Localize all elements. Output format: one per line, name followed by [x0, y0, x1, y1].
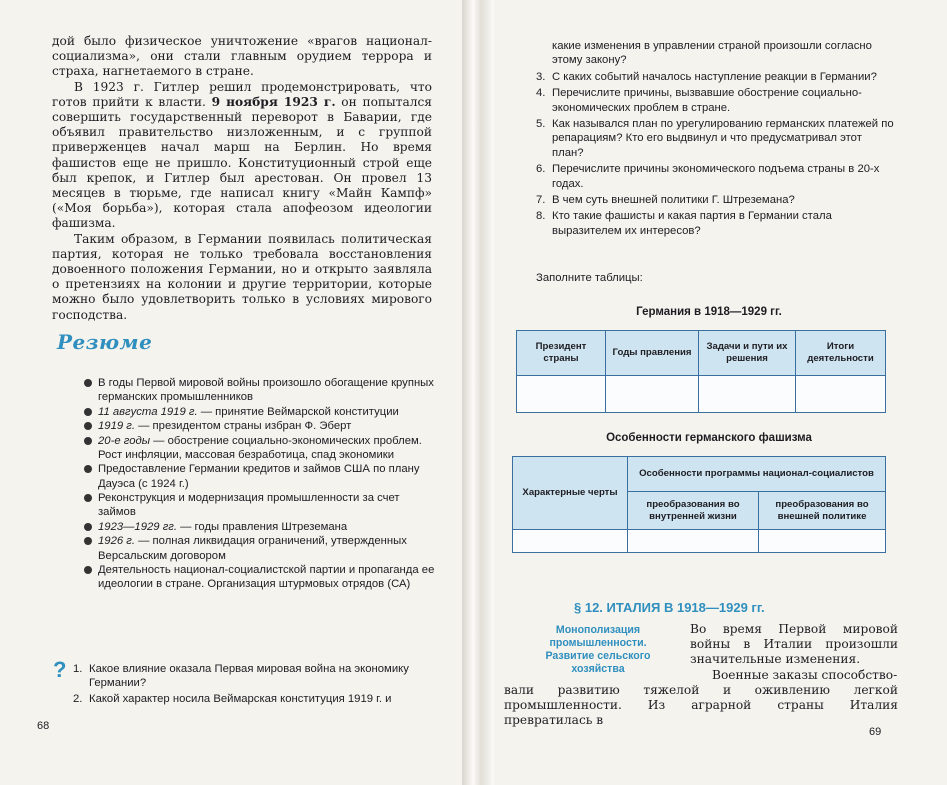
question-item: 8. Кто такие фашисты и какая партия в Германии стала выразителем их интересов? [536, 210, 832, 237]
bullet-icon [84, 494, 92, 502]
paragraph: Военные заказы способство- [712, 667, 898, 682]
list-item: 20-е годы — обострение социально-экономических проблем. Рост инфляции, массовая безработица, спад экономики [84, 434, 436, 462]
list-item: Предоставление Германии кредитов и займов США по плану Дауэса (с 1924 г.) [84, 462, 436, 490]
question-item: 6. Перечислите причины экономического подъема страны в 20-х годах. [536, 163, 880, 190]
question-item: 3. С каких событий началось наступление реакции в Германии? [536, 70, 877, 83]
table-header: Особенности программы национал-социалистов [628, 457, 886, 492]
table-title: Особенности германского фашизма [606, 432, 812, 444]
question-item: 4. Перечислите причины, вызвавшие обострение социально-экономических проблем в стране. [536, 87, 862, 114]
table-header: преобразования во внешней политике [759, 492, 886, 530]
bold-date: 9 ноября 1923 г. [211, 94, 336, 109]
bullet-icon [84, 523, 92, 531]
page-number: 68 [37, 720, 50, 732]
table-cell[interactable] [606, 376, 699, 413]
table-cell[interactable] [759, 530, 886, 553]
section-heading: § 12. ИТАЛИЯ В 1918—1929 гг. [574, 600, 765, 615]
question-item: 5. Как назывался план по урегулированию германских платежей по репарациям? Кто его выдвинул и что предусматривал этот план? [536, 118, 894, 159]
list-item: 1923—1929 гг. — годы правления Штреземана [84, 520, 436, 534]
table-header: Задачи и пути их решения [699, 331, 796, 376]
paragraph: дой было физическое уничтожение «врагов национал-социализма», они стали главным орудием террора и страха, нагнетаемого в стране. [52, 34, 432, 79]
bullet-icon [84, 379, 92, 387]
list-item: 1919 г. — президентом страны избран Ф. Эберт [84, 419, 436, 433]
question-item: 2. Какой характер носила Веймарская конституция 1919 г. и [73, 693, 392, 706]
questions-list [73, 662, 435, 709]
list-item: Деятельность национал-социалистской партии и пропаганда ее идеологии в стране. Организация штурмовых отрядов (СА) [84, 563, 436, 591]
question-item: 1. Какое влияние оказала Первая мировая война на экономику Германии? [73, 663, 409, 690]
bullet-icon [84, 537, 92, 545]
summary-title: Резюме [57, 330, 153, 354]
left-body-text [52, 34, 432, 323]
bullet-icon [84, 437, 92, 445]
right-body-text [690, 622, 898, 683]
list-item: Реконструкция и модернизация промышленности за счет займов [84, 491, 436, 519]
summary-list [84, 376, 436, 592]
bullet-icon [84, 422, 92, 430]
paragraph: В 1923 г. Гитлер решил продемонстрировать, что готов прийти к власти. 9 ноября 1923 г. он попытался совершить государственный переворот в Баварии, где объявил правительство низложенным, и с группой приверженцев начал марш на Берлин. Но время фашистов еще не пришло. Конституционный строй еще был крепок, и Гитлер был арестован. Он провел 13 месяцев в тюрьме, где написал книгу «Майн Кампф» («Моя борьба»), которая стала апофеозом идеологии фашизма. [52, 79, 433, 231]
germany-table [516, 330, 886, 413]
table-header: Итоги деятельности [796, 331, 886, 376]
list-item: 11 августа 1919 г. — принятие Веймарской конституции [84, 405, 436, 419]
paragraph: Во время Первой мировой войны в Италии произошли значительные изменения. [690, 622, 898, 667]
bullet-icon [84, 408, 92, 416]
page-number: 69 [869, 726, 882, 738]
table-header: Характерные черты [513, 457, 628, 530]
table-cell[interactable] [628, 530, 759, 553]
table-cell[interactable] [699, 376, 796, 413]
bullet-icon [84, 465, 92, 473]
left-page [0, 0, 462, 785]
table-cell[interactable] [513, 530, 628, 553]
table-cell[interactable] [796, 376, 886, 413]
list-item: 1926 г. — полная ликвидация ограничений, утвержденных Версальским договором [84, 534, 436, 562]
margin-note: Монополизация промышленности. Развитие сельского хозяйства [545, 624, 651, 675]
table-header: Президент страны [517, 331, 606, 376]
right-body-text-continued [504, 683, 898, 729]
question-item: какие изменения в управлении страной произошли согласно этому закону? [552, 40, 872, 67]
book-spine [462, 0, 494, 785]
table-cell[interactable] [517, 376, 606, 413]
fill-tables-instruction: Заполните таблицы: [536, 272, 643, 284]
paragraph: вали развитию тяжелой и оживлению легкой промышленности. Из аграрной страны Италия превратилась в [504, 683, 898, 728]
fascism-table [512, 456, 886, 553]
question-item: 7. В чем суть внешней политики Г. Штреземана? [536, 194, 795, 207]
paragraph: Таким образом, в Германии появилась политическая партия, которая не только требовала восстановления довоенного положения Германии, но и открыто заявляла о претензиях на колонии и другие территории, которые можно было удовлетворить только в условиях мирового господства. [52, 231, 432, 322]
table-title: Германия в 1918—1929 гг. [636, 306, 782, 318]
table-header: Годы правления [606, 331, 699, 376]
table-header: преобразования во внутренней жизни [628, 492, 759, 530]
right-page [494, 0, 947, 785]
question-mark-icon: ? [53, 657, 67, 682]
list-item: В годы Первой мировой войны произошло обогащение крупных германских промышленников [84, 376, 436, 404]
bullet-icon [84, 566, 92, 574]
questions-list [536, 39, 894, 240]
